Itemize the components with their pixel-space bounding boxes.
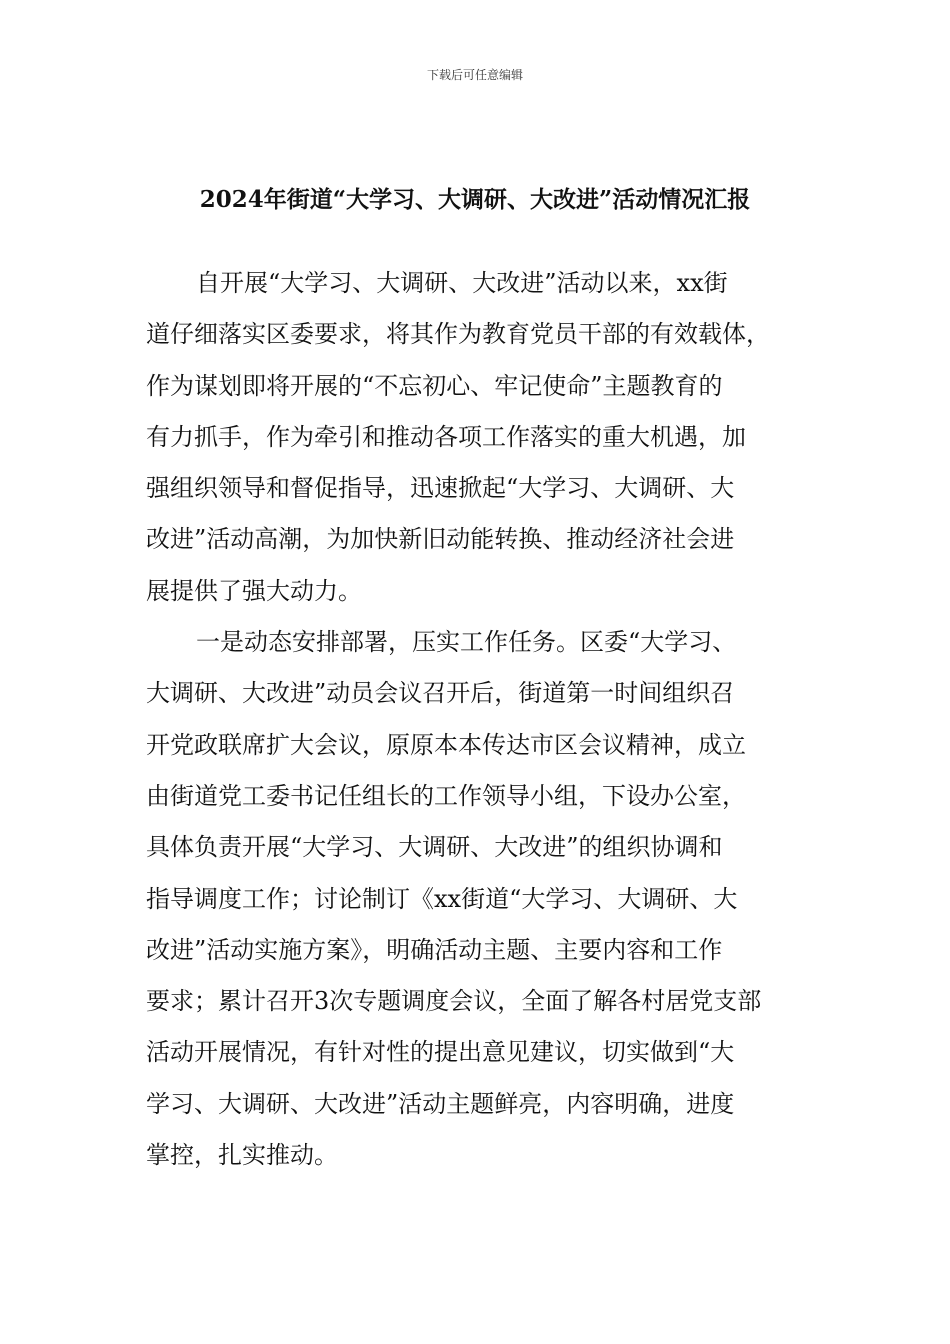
paragraph-line: 由街道党工委书记任组长的工作领导小组，下设办公室， bbox=[146, 781, 746, 810]
paragraph-line: 指导调度工作；讨论制订《xx街道“大学习、大调研、大 bbox=[146, 884, 738, 913]
paragraph-line: 大调研、大改进”动员会议召开后，街道第一时间组织召 bbox=[146, 679, 735, 708]
paragraph-line: 作为谋划即将开展的“不忘初心、牢记使命”主题教育的 bbox=[146, 371, 723, 400]
paragraph-line: 有力抓手，作为牵引和推动各项工作落实的重大机遇，加 bbox=[146, 422, 746, 451]
paragraph-line: 活动开展情况，有针对性的提出意见建议，切实做到“大 bbox=[146, 1038, 735, 1067]
paragraph-line: 强组织领导和督促指导，迅速掀起“大学习、大调研、大 bbox=[146, 474, 735, 503]
paragraph-line: 道仔细落实区委要求，将其作为教育党员干部的有效载体， bbox=[146, 320, 770, 349]
paragraph-line: 自开展“大学习、大调研、大改进”活动以来，xx街 bbox=[196, 269, 728, 297]
paragraph-intro bbox=[146, 258, 811, 617]
document-title: 2024年街道“大学习、大调研、大改进”活动情况汇报 bbox=[199, 186, 751, 213]
paragraph-line: 开党政联席扩大会议，原原本本传达市区会议精神，成立 bbox=[146, 730, 746, 759]
document-body bbox=[146, 258, 811, 1181]
paragraph-line: 一是动态安排部署，压实工作任务。区委“大学习、 bbox=[196, 628, 737, 657]
paragraph-line: 掌控，扎实推动。 bbox=[146, 1141, 338, 1170]
paragraph-line: 改进”活动实施方案》，明确活动主题、主要内容和工作 bbox=[146, 935, 723, 964]
paragraph-line: 具体负责开展“大学习、大调研、大改进”的组织协调和 bbox=[146, 833, 723, 862]
page-header: 下载后可任意编辑 bbox=[426, 68, 523, 82]
paragraph-deployment bbox=[146, 617, 811, 1181]
paragraph-line: 展提供了强大动力。 bbox=[146, 576, 362, 605]
paragraph-line: 学习、大调研、大改进”活动主题鲜亮，内容明确，进度 bbox=[146, 1089, 735, 1118]
paragraph-line: 改进”活动高潮，为加快新旧动能转换、推动经济社会进 bbox=[146, 525, 735, 554]
paragraph-line: 要求；累计召开3次专题调度会议，全面了解各村居党支部 bbox=[146, 987, 762, 1016]
